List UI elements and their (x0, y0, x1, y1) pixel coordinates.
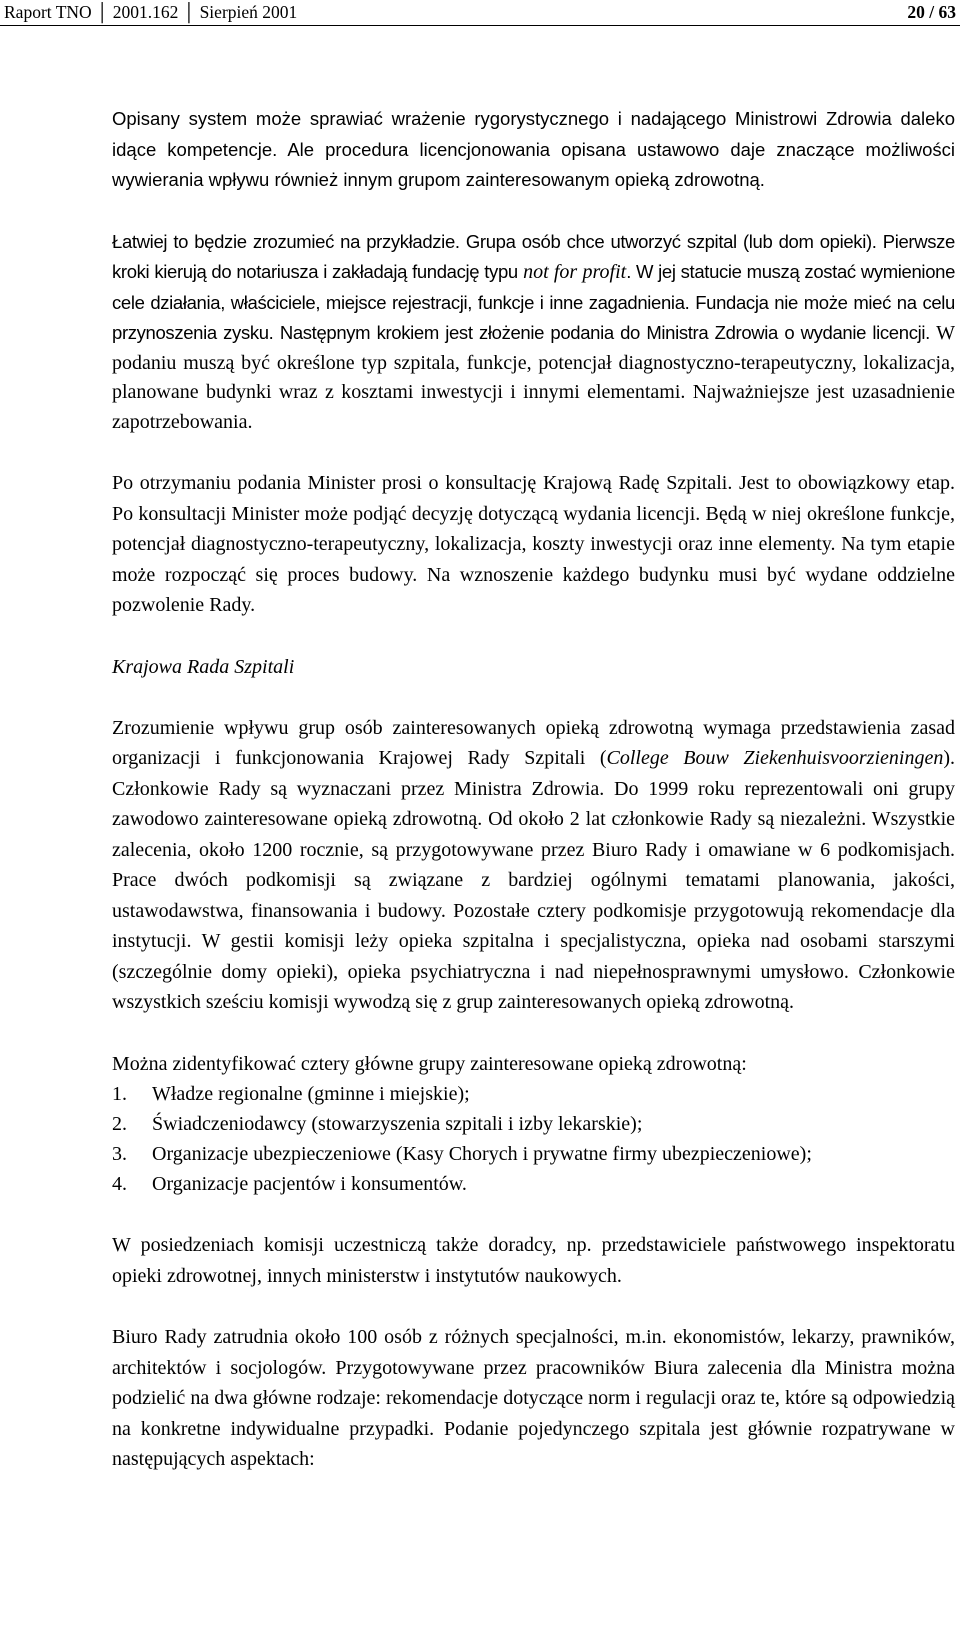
document-body (112, 104, 955, 1475)
section-heading: Krajowa Rada Szpitali (112, 655, 295, 678)
paragraph-council-part1: Zrozumienie wpływu grup osób zainteresowanych opieką zdrowotną wymaga przedstawienia zasad organizacji i funkcjonowania Krajowej Rady Szpitali ( (112, 716, 955, 769)
paragraph-groups-intro: Można zidentyfikować cztery główne grupy zainteresowane opieką zdrowotną: (112, 1052, 747, 1075)
list-item: 2. Świadczeniodawcy (stowarzyszenia szpitali i izby lekarskie); (112, 1113, 643, 1135)
paragraph-advisors: W posiedzeniach komisji uczestniczą także doradcy, np. przedstawiciele państwowego inspektoratu opieki zdrowotnej, innych ministerstw i instytutów naukowych. (112, 1234, 955, 1287)
groups-list (112, 1079, 955, 1199)
list-item: 1. Władze regionalne (gminne i miejskie); (112, 1083, 470, 1105)
paragraph-council-part2: ). Członkowie Rady są wyznaczani przez Ministra Zdrowia. Do 1999 roku reprezentowali oni grupy zawodowo zainteresowane opieką zdrowotną. Od około 2 lat członkowie Rady są niezależni. Wszystkie zalecenia, około 1200 rocznie, są przygotowywane przez Biuro Rady i omawiane w 6 podkomisjach. Prace dwóch podkomisji są związane z bardziej ogólnymi tematami planowania, jakości, ustawodawstwa, finansowania i budowy. Pozostałe cztery podkomisje przygotowują rekomendacje dla instytucji. W gestii komisji leży opieka szpitalna i specjalistyczna, opieka nad osobami starszymi (szczególnie domy opieki), opieka psychiatryczna i nad niepełnosprawnymi umysłowo. Członkowie wszystkich sześciu komisji wywodzą się z grup zainteresowanych opieką zdrowotną. (112, 747, 955, 1013)
report-info: Raport TNO │ 2001.162 │ Sierpień 2001 (4, 2, 298, 22)
paragraph-bureau: Biuro Rady zatrudnia około 100 osób z różnych specjalności, m.in. ekonomistów, lekarzy, prawników, architektów i socjologów. Przygotowywane przez pracowników Biura zalecenia dla Ministra można podzielić na dwa główne rodzaje: rekomendacje dotyczące norm i regulacji oraz te, które są odpowiedzią na konkretne indywidualne przypadki. Podanie pojedynczego szpitala jest głównie rozpatrywane w następujących aspektach: (112, 1326, 955, 1470)
paragraph-consultation: Po otrzymaniu podania Minister prosi o konsultację Krajową Radę Szpitali. Jest to obowiązkowy etap. Po konsultacji Minister może podjąć decyzję dotyczącą wydania licencji. Będą w niej określone funkcje, potencjał diagnostyczno-terapeutyczny, lokalizacja, koszty inwestycji oraz inne elementy. Na tym etapie może rozpocząć się proces budowy. Na wznoszenie każdego budynku musi być wydane oddzielne pozwolenie Rady. (112, 472, 955, 616)
paragraph-example-part2: . W jej statucie muszą zostać wymienione cele działania, właściciele, miejsce rejestracji, funkcje i inne zagadnienia. Fundacja nie może mieć na celu przynoszenia zysku. Następnym krokiem jest złożenie podania do Ministra Zdrowia o wydanie licencji. (112, 261, 956, 343)
paragraph-intro-text: Opisany system może sprawiać wrażenie rygorystycznego i nadającego Ministrowi Zdrowia daleko idące kompetencje. Ale procedura licencjonowania opisana ustawowo daje znaczące możliwości wywierania wpływu również innym grupom zainteresowanym opieką zdrowotną. (112, 108, 955, 190)
list-item: 3. Organizacje ubezpieczeniowe (Kasy Chorych i prywatne firmy ubezpieczeniowe); (112, 1143, 812, 1165)
page-header (0, 0, 960, 26)
paragraph-example-part1: Łatwiej to będzie zrozumieć na przykładzie. Grupa osób chce utworzyć szpital (lub dom opieki). Pierwsze kroki kierują do notariusza i zakładają fundację typu (112, 230, 955, 282)
paragraph-example-italic: not for profit (523, 261, 627, 283)
paragraph-council-italic: College Bouw Ziekenhuisvoorzieningen (606, 747, 944, 769)
page-number: 20 / 63 (907, 2, 956, 22)
paragraph-intro (112, 104, 955, 196)
paragraph-council (112, 713, 955, 1018)
paragraph-example (112, 227, 955, 438)
list-item: 4. Organizacje pacjentów i konsumentów. (112, 1173, 467, 1195)
paragraph-example-part3: W podaniu muszą być określone typ szpitala, funkcje, potencjał diagnostyczno-terapeutyczny, lokalizacja, planowane budynki wraz z kosztami inwestycji i innymi elementami. Najważniejsze jest uzasadnienie zapotrzebowania. (112, 322, 955, 433)
